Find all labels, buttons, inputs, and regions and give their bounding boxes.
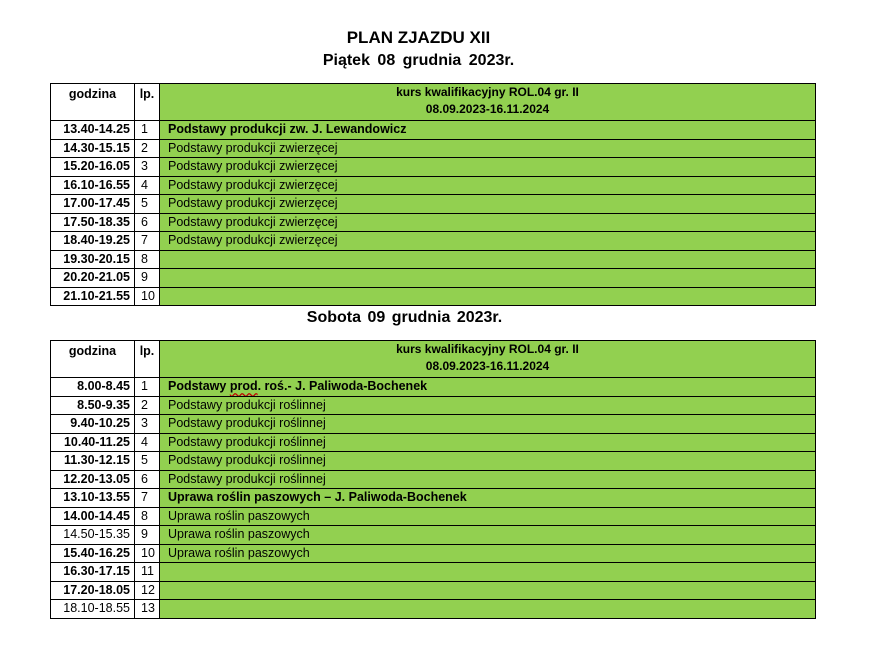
time-cell: 9.40-10.25 [51,415,135,434]
lp-cell: 10 [135,287,160,306]
time-cell: 20.20-21.05 [51,269,135,288]
header-lp: lp. [135,84,160,121]
time-cell: 19.30-20.15 [51,250,135,269]
subject-cell [160,600,816,619]
day1-heading: Piątek 08 grudnia 2023r. [322,52,515,69]
table-header-row [51,84,816,121]
lp-cell: 1 [135,121,160,140]
table-row [51,600,816,619]
table-row [51,195,816,214]
time-cell: 14.30-15.15 [51,139,135,158]
course-dates: 08.09.2023-16.11.2024 [425,102,550,116]
table-row [51,378,816,397]
table-row [51,232,816,251]
table-row [51,415,816,434]
lp-cell: 8 [135,250,160,269]
time-cell: 13.10-13.55 [51,489,135,508]
lp-cell: 2 [135,396,160,415]
subject-cell [160,378,816,397]
time-cell: 17.00-17.45 [51,195,135,214]
lp-cell: 1 [135,378,160,397]
lp-cell: 7 [135,232,160,251]
header-lp: lp. [135,341,160,378]
table-row [51,470,816,489]
subject-part: Podstawy [168,379,230,394]
table-row [51,563,816,582]
time-cell: 16.30-17.15 [51,563,135,582]
lp-cell: 4 [135,176,160,195]
subject-cell: Uprawa roślin paszowych [160,507,816,526]
time-cell: 15.20-16.05 [51,158,135,177]
subject-cell: Uprawa roślin paszowych [160,544,816,563]
header-course [160,341,816,378]
table-row [51,213,816,232]
table-row [51,581,816,600]
subject-cell: Podstawy produkcji zwierzęcej [160,176,816,195]
table-header-row [51,341,816,378]
time-cell: 13.40-14.25 [51,121,135,140]
lp-cell: 3 [135,158,160,177]
lp-cell: 5 [135,452,160,471]
time-cell: 12.20-13.05 [51,470,135,489]
lp-cell: 8 [135,507,160,526]
friday-schedule-table [50,83,816,306]
header-time: godzina [51,84,135,121]
lp-cell: 9 [135,526,160,545]
table-row [51,121,816,140]
course-name: kurs kwalifikacyjny ROL.04 gr. II [396,85,579,99]
subject-cell: Podstawy produkcji zw. J. Lewandowicz [160,121,816,140]
time-cell: 14.50-15.35 [51,526,135,545]
subject-cell [160,287,816,306]
lp-cell: 10 [135,544,160,563]
course-dates: 08.09.2023-16.11.2024 [425,359,550,373]
table-row [51,396,816,415]
lp-cell: 11 [135,563,160,582]
table-row [51,452,816,471]
subject-cell [160,563,816,582]
table-row [51,287,816,306]
header-time: godzina [51,341,135,378]
page-title: PLAN ZJAZDU XII [346,28,491,47]
time-cell: 10.40-11.25 [51,433,135,452]
lp-cell: 13 [135,600,160,619]
subject-part: . roś.- J. Paliwoda-Bochenek [257,379,428,394]
subject-cell [160,581,816,600]
subject-cell [160,250,816,269]
subject-cell: Podstawy produkcji roślinnej [160,433,816,452]
time-cell: 17.20-18.05 [51,581,135,600]
time-cell: 16.10-16.55 [51,176,135,195]
table-row [51,544,816,563]
time-cell: 8.50-9.35 [51,396,135,415]
table-row [51,526,816,545]
header-course [160,84,816,121]
subject-cell: Podstawy produkcji roślinnej [160,415,816,434]
subject-cell: Podstawy produkcji zwierzęcej [160,195,816,214]
table-row [51,176,816,195]
subject-cell: Podstawy produkcji zwierzęcej [160,158,816,177]
lp-cell: 5 [135,195,160,214]
lp-cell: 6 [135,213,160,232]
lp-cell: 7 [135,489,160,508]
time-cell: 15.40-16.25 [51,544,135,563]
course-name: kurs kwalifikacyjny ROL.04 gr. II [396,342,579,356]
time-cell: 8.00-8.45 [51,378,135,397]
time-cell: 18.40-19.25 [51,232,135,251]
lp-cell: 3 [135,415,160,434]
lp-cell: 9 [135,269,160,288]
lp-cell: 6 [135,470,160,489]
saturday-schedule-table [50,340,816,619]
subject-cell: Podstawy produkcji roślinnej [160,396,816,415]
table-row [51,269,816,288]
time-cell: 17.50-18.35 [51,213,135,232]
table-row [51,507,816,526]
subject-cell: Podstawy produkcji zwierzęcej [160,232,816,251]
table-row [51,139,816,158]
subject-cell: Podstawy produkcji zwierzęcej [160,213,816,232]
lp-cell: 12 [135,581,160,600]
table-row [51,158,816,177]
subject-cell: Podstawy produkcji roślinnej [160,470,816,489]
subject-cell: Podstawy produkcji zwierzęcej [160,139,816,158]
time-cell: 11.30-12.15 [51,452,135,471]
time-cell: 18.10-18.55 [51,600,135,619]
subject-cell: Uprawa roślin paszowych – J. Paliwoda-Bochenek [160,489,816,508]
lp-cell: 4 [135,433,160,452]
table-row [51,250,816,269]
spellcheck-word: prod [229,379,258,394]
table-row [51,433,816,452]
subject-cell: Podstawy produkcji roślinnej [160,452,816,471]
time-cell: 14.00-14.45 [51,507,135,526]
day2-heading: Sobota 09 grudnia 2023r. [306,309,503,326]
table-row [51,489,816,508]
lp-cell: 2 [135,139,160,158]
subject-cell: Uprawa roślin paszowych [160,526,816,545]
subject-cell [160,269,816,288]
time-cell: 21.10-21.55 [51,287,135,306]
